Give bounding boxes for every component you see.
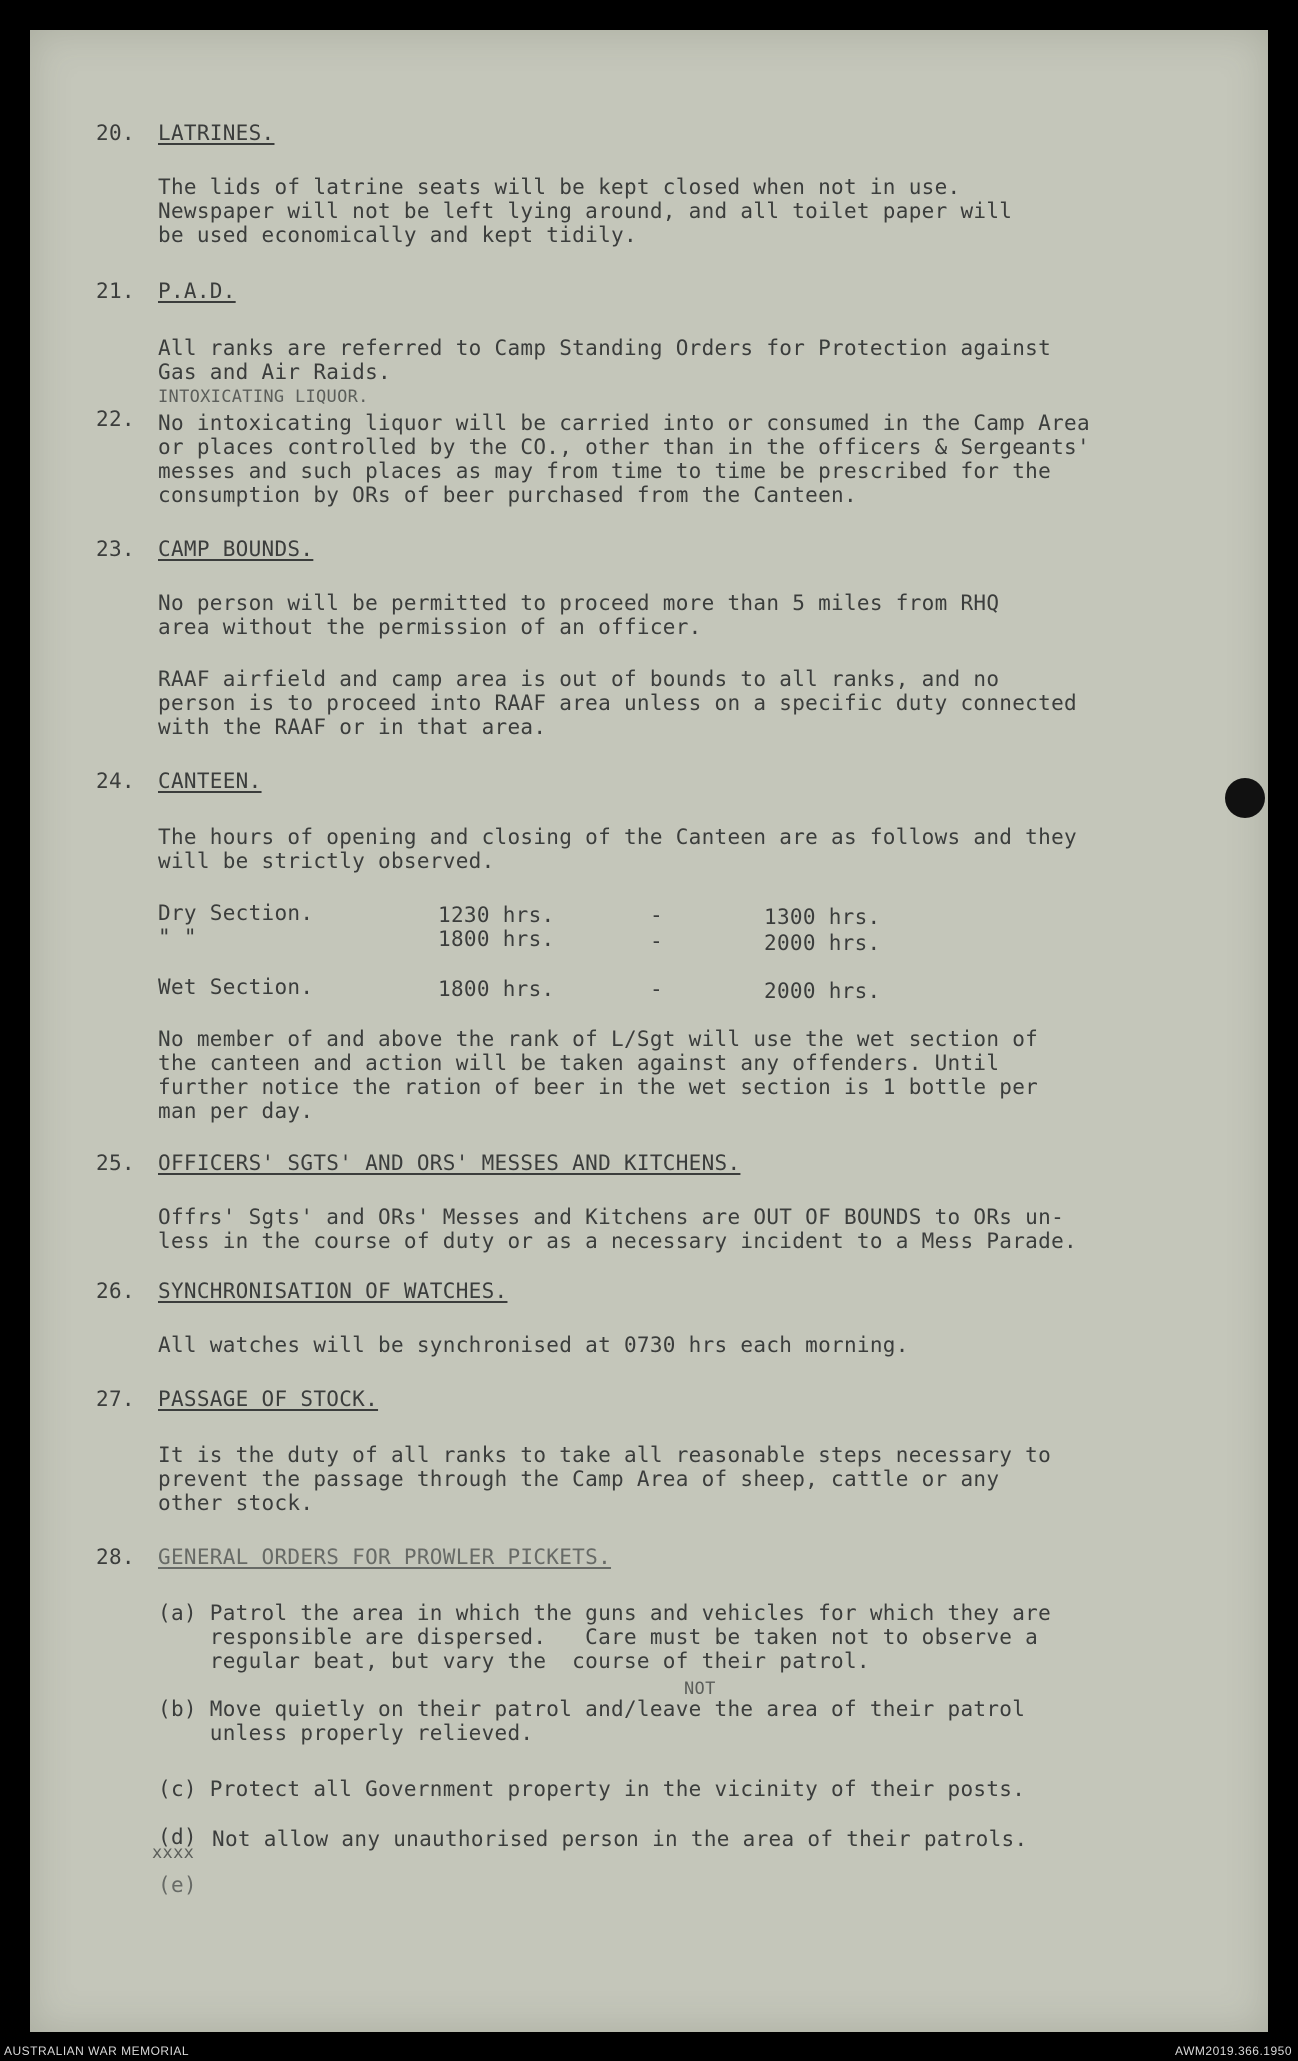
footer-item-id: AWM2019.366.1950 bbox=[1175, 2044, 1292, 2058]
section-22-line-3: messes and such places as may from time to time be prescribed for the bbox=[158, 459, 1052, 483]
section-20-line-1: The lids of latrine seats will be kept closed when not in use. bbox=[158, 175, 961, 199]
section-22-line-2: or places controlled by the CO., other than in the officers & Sergeants' bbox=[158, 435, 1090, 459]
section-23-p2-line-2: person is to proceed into RAAF area unless on a specific duty connected bbox=[158, 691, 1077, 715]
section-26-number: 26. bbox=[96, 1279, 135, 1303]
canteen-row-1-dash: - bbox=[650, 903, 663, 927]
canteen-row-1-to: 1300 hrs. bbox=[764, 905, 881, 929]
section-23-p2-line-3: with the RAAF or in that area. bbox=[158, 715, 547, 739]
section-20-number: 20. bbox=[96, 121, 135, 145]
section-22-heading-insert: INTOXICATING LIQUOR. bbox=[158, 387, 369, 407]
section-24-title: CANTEEN. bbox=[158, 769, 262, 793]
section-27-line-1: It is the duty of all ranks to take all reasonable steps necessary to bbox=[158, 1443, 1052, 1467]
footer-archive-name: AUSTRALIAN WAR MEMORIAL bbox=[4, 2044, 190, 2058]
section-27-number: 27. bbox=[96, 1387, 135, 1411]
canteen-row-2-dash: - bbox=[650, 929, 663, 953]
section-23-p1-line-2: area without the permission of an officer. bbox=[158, 615, 702, 639]
section-28-c: (c) Protect all Government property in the vicinity of their posts. bbox=[158, 1777, 1026, 1801]
section-22-number: 22. bbox=[96, 407, 135, 431]
section-23-p1-line-1: No person will be permitted to proceed more than 5 miles from RHQ bbox=[158, 591, 1000, 615]
canteen-row-2-section: " " bbox=[158, 925, 197, 949]
section-24-note-line-2: the canteen and action will be taken against any offenders. Until bbox=[158, 1051, 1000, 1075]
section-23-p2-line-1: RAAF airfield and camp area is out of bounds to all ranks, and no bbox=[158, 667, 1000, 691]
canteen-row-2-from: 1800 hrs. bbox=[438, 927, 555, 951]
section-21-line-1: All ranks are referred to Camp Standing Orders for Protection against bbox=[158, 336, 1052, 360]
section-27-line-3: other stock. bbox=[158, 1491, 314, 1515]
section-24-intro-line-2: will be strictly observed. bbox=[158, 849, 495, 873]
canteen-row-2-to: 2000 hrs. bbox=[764, 931, 881, 955]
canteen-row-1-section: Dry Section. bbox=[158, 901, 314, 925]
section-27-title: PASSAGE OF STOCK. bbox=[158, 1387, 379, 1411]
section-21-line-2: Gas and Air Raids. bbox=[158, 360, 391, 384]
section-28-b-line-1: (b) Move quietly on their patrol and/leave the area of their patrol bbox=[158, 1697, 1026, 1721]
section-22-line-4: consumption by ORs of beer purchased from the Canteen. bbox=[158, 483, 857, 507]
canteen-row-3-from: 1800 hrs. bbox=[438, 977, 555, 1001]
canteen-row-3-section: Wet Section. bbox=[158, 975, 314, 999]
punch-hole bbox=[1225, 778, 1265, 818]
section-28-d-label: (d) bbox=[158, 1825, 197, 1849]
section-24-number: 24. bbox=[96, 769, 135, 793]
section-23-number: 23. bbox=[96, 537, 135, 561]
section-20-line-3: be used economically and kept tidily. bbox=[158, 223, 637, 247]
canteen-row-3-to: 2000 hrs. bbox=[764, 979, 881, 1003]
section-24-intro-line-1: The hours of opening and closing of the Canteen are as follows and they bbox=[158, 825, 1077, 849]
section-25-line-2: less in the course of duty or as a necessary incident to a Mess Parade. bbox=[158, 1229, 1077, 1253]
canteen-row-1-from: 1230 hrs. bbox=[438, 903, 555, 927]
section-28-not-insert: NOT bbox=[684, 1679, 716, 1699]
section-28-d-text: Not allow any unauthorised person in the area of their patrols. bbox=[212, 1827, 1028, 1851]
section-26-line-1: All watches will be synchronised at 0730 hrs each morning. bbox=[158, 1333, 909, 1357]
section-28-number: 28. bbox=[96, 1545, 135, 1569]
section-26-title: SYNCHRONISATION OF WATCHES. bbox=[158, 1279, 508, 1303]
section-25-number: 25. bbox=[96, 1151, 135, 1175]
section-20-title: LATRINES. bbox=[158, 121, 275, 145]
section-28-a-line-2: responsible are dispersed. Care must be taken not to observe a bbox=[158, 1625, 1039, 1649]
section-25-line-1: Offrs' Sgts' and ORs' Messes and Kitchens are OUT OF BOUNDS to ORs un- bbox=[158, 1205, 1065, 1229]
section-28-d-strike: xxxx bbox=[152, 1843, 195, 1863]
section-28-e-label: (e) bbox=[158, 1873, 197, 1897]
document-page bbox=[30, 30, 1268, 2032]
section-28-b-line-2: unless properly relieved. bbox=[158, 1721, 534, 1745]
section-28-title: GENERAL ORDERS FOR PROWLER PICKETS. bbox=[158, 1545, 612, 1569]
section-23-title: CAMP BOUNDS. bbox=[158, 537, 314, 561]
section-24-note-line-1: No member of and above the rank of L/Sgt will use the wet section of bbox=[158, 1027, 1039, 1051]
section-28-a-line-1: (a) Patrol the area in which the guns and vehicles for which they are bbox=[158, 1601, 1052, 1625]
section-24-note-line-3: further notice the ration of beer in the wet section is 1 bottle per bbox=[158, 1075, 1039, 1099]
section-20-line-2: Newspaper will not be left lying around, and all toilet paper will bbox=[158, 199, 1013, 223]
canteen-row-3-dash: - bbox=[650, 977, 663, 1001]
section-25-title: OFFICERS' SGTS' AND ORS' MESSES AND KITCHENS. bbox=[158, 1151, 741, 1175]
section-21-title: P.A.D. bbox=[158, 279, 236, 303]
section-27-line-2: prevent the passage through the Camp Area of sheep, cattle or any bbox=[158, 1467, 1000, 1491]
section-21-number: 21. bbox=[96, 279, 135, 303]
section-24-note-line-4: man per day. bbox=[158, 1099, 314, 1123]
section-22-line-1: No intoxicating liquor will be carried into or consumed in the Camp Area bbox=[158, 411, 1090, 435]
section-28-a-line-3: regular beat, but vary the course of their patrol. bbox=[158, 1649, 870, 1673]
